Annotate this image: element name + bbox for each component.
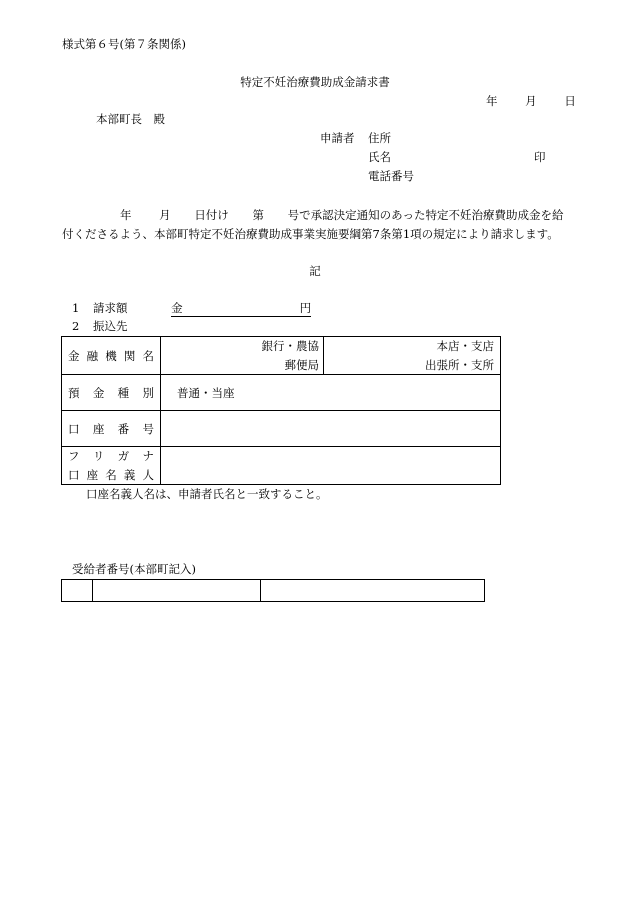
holder-label-cell [62, 447, 161, 485]
postoffice-option: 郵便局 [284, 357, 319, 372]
address-label: 住所 [368, 131, 391, 145]
holder-cell[interactable] [161, 447, 501, 485]
account-number-label-cell [62, 411, 161, 447]
furigana-label: フ リ ガ ナ [68, 449, 154, 464]
account-number-label: 口 座 番 号 [68, 421, 154, 436]
body-day-dated: 日付け [194, 208, 229, 222]
kin-label: 金 [171, 301, 183, 315]
branch-options: 本店・支店 [436, 339, 494, 354]
deposit-type-label-cell [62, 375, 161, 411]
recipient-label: 受給者番号(本部町記入) [72, 562, 196, 576]
page-title: 特定不妊治療費助成金請求書 [240, 75, 390, 89]
date-month: 月 [525, 94, 537, 108]
branch-name-cell[interactable] [324, 337, 501, 375]
bank-options: 銀行・農協 [261, 339, 319, 354]
institution-label: 金 融 機 関 名 [68, 348, 154, 363]
form-number: 様式第６号(第７条関係) [62, 37, 186, 51]
bank-table [61, 336, 501, 485]
phone-label: 電話番号 [368, 169, 414, 183]
account-number-cell[interactable] [161, 411, 501, 447]
bank-name-cell[interactable] [161, 337, 324, 375]
date-year: 年 [486, 94, 498, 108]
request-amount-number: 1 [72, 301, 80, 315]
addressee: 本部町長 殿 [96, 112, 165, 126]
sub-branch-options: 出張所・支所 [425, 357, 494, 372]
yen-label: 円 [299, 301, 312, 315]
body-line-2: 付くださるよう、本部町特定不妊治療費助成事業実施要綱第7条第1項の規定により請求します。 [62, 227, 559, 241]
recipient-cell-1[interactable] [62, 580, 93, 602]
body-dai: 第 [252, 208, 264, 222]
note: 口座名義人名は、申請者氏名と一致すること。 [86, 487, 328, 501]
request-amount-row [72, 302, 311, 317]
request-amount-field [171, 301, 311, 315]
transfer-label: 振込先 [92, 319, 128, 333]
deposit-type-value: 普通・当座 [177, 385, 235, 400]
transfer-row [72, 320, 127, 334]
amount-underline[interactable] [171, 302, 311, 317]
body-rest: 号で承認決定通知のあった特定不妊治療費助成金を給 [287, 208, 564, 222]
applicant-label: 申請者 [320, 131, 355, 145]
holder-label: 口 座 名 義 人 [68, 467, 154, 482]
name-label: 氏名 [368, 150, 391, 164]
recipient-cell-3[interactable] [261, 580, 485, 602]
date-line [486, 95, 576, 109]
transfer-number: 2 [72, 319, 80, 333]
ki-heading: 記 [309, 264, 321, 278]
deposit-type-cell[interactable] [161, 375, 501, 411]
body-line-1 [120, 209, 564, 223]
recipient-table [61, 579, 485, 602]
date-day: 日 [564, 94, 576, 108]
deposit-type-label: 預 金 種 別 [68, 385, 154, 400]
institution-label-cell [62, 337, 161, 375]
seal-label: 印 [534, 150, 546, 164]
request-amount-label: 請求額 [92, 301, 128, 315]
body-year: 年 [120, 208, 132, 222]
body-month: 月 [159, 208, 171, 222]
recipient-cell-2[interactable] [93, 580, 261, 602]
